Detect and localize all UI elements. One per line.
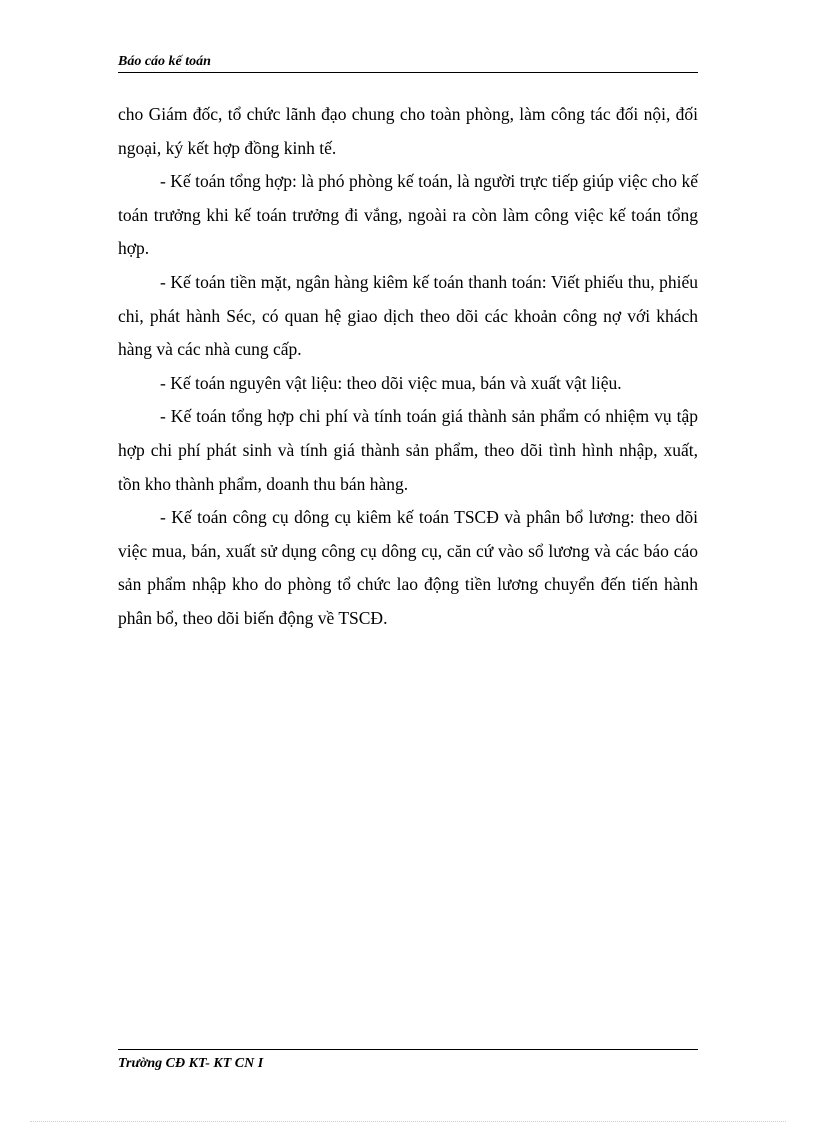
paragraph: cho Giám đốc, tổ chức lãnh đạo chung cho toàn phòng, làm công tác đối nội, đối ngoại, ký kết hợp đồng kinh tế. [118, 104, 698, 158]
page-footer [118, 1049, 698, 1074]
header-title: Báo cáo kế toán [118, 54, 211, 69]
paragraph: - Kế toán tiền mặt, ngân hàng kiêm kế toán thanh toán: Viết phiếu thu, phiếu chi, phát hành Séc, có quan hệ giao dịch theo dõi các khoản công nợ với khách hàng và các nhà cung cấp. [118, 271, 698, 360]
page-edge-divider [30, 1121, 786, 1122]
footer-text: Trường CĐ KT- KT CN I [118, 1056, 264, 1071]
paragraph: - Kế toán tổng hợp chi phí và tính toán giá thành sản phẩm có nhiệm vụ tập hợp chi phí phát sinh và tính giá thành sản phẩm, theo dõi tình hình nhập, xuất, tồn kho thành phẩm, doanh thu bán hàng. [118, 406, 698, 494]
paragraph: - Kế toán công cụ dông cụ kiêm kế toán TSCĐ và phân bổ lương: theo dõi việc mua, bán, xuất sử dụng công cụ dông cụ, căn cứ vào sổ lương và các báo cáo sản phẩm nhập kho do phòng tổ chức lao động tiền lương chuyển đến tiến hành phân bổ, theo dõi biến động về TSCĐ. [118, 507, 698, 628]
page-header [118, 50, 698, 73]
paragraph: - Kế toán nguyên vật liệu: theo dõi việc mua, bán và xuất vật liệu. [160, 372, 622, 393]
document-body [118, 98, 698, 636]
paragraph: - Kế toán tổng hợp: là phó phòng kế toán, là người trực tiếp giúp việc cho kế toán trưởng khi kế toán trưởng đi vắng, ngoài ra còn làm công việc kế toán tổng hợp. [118, 171, 698, 259]
